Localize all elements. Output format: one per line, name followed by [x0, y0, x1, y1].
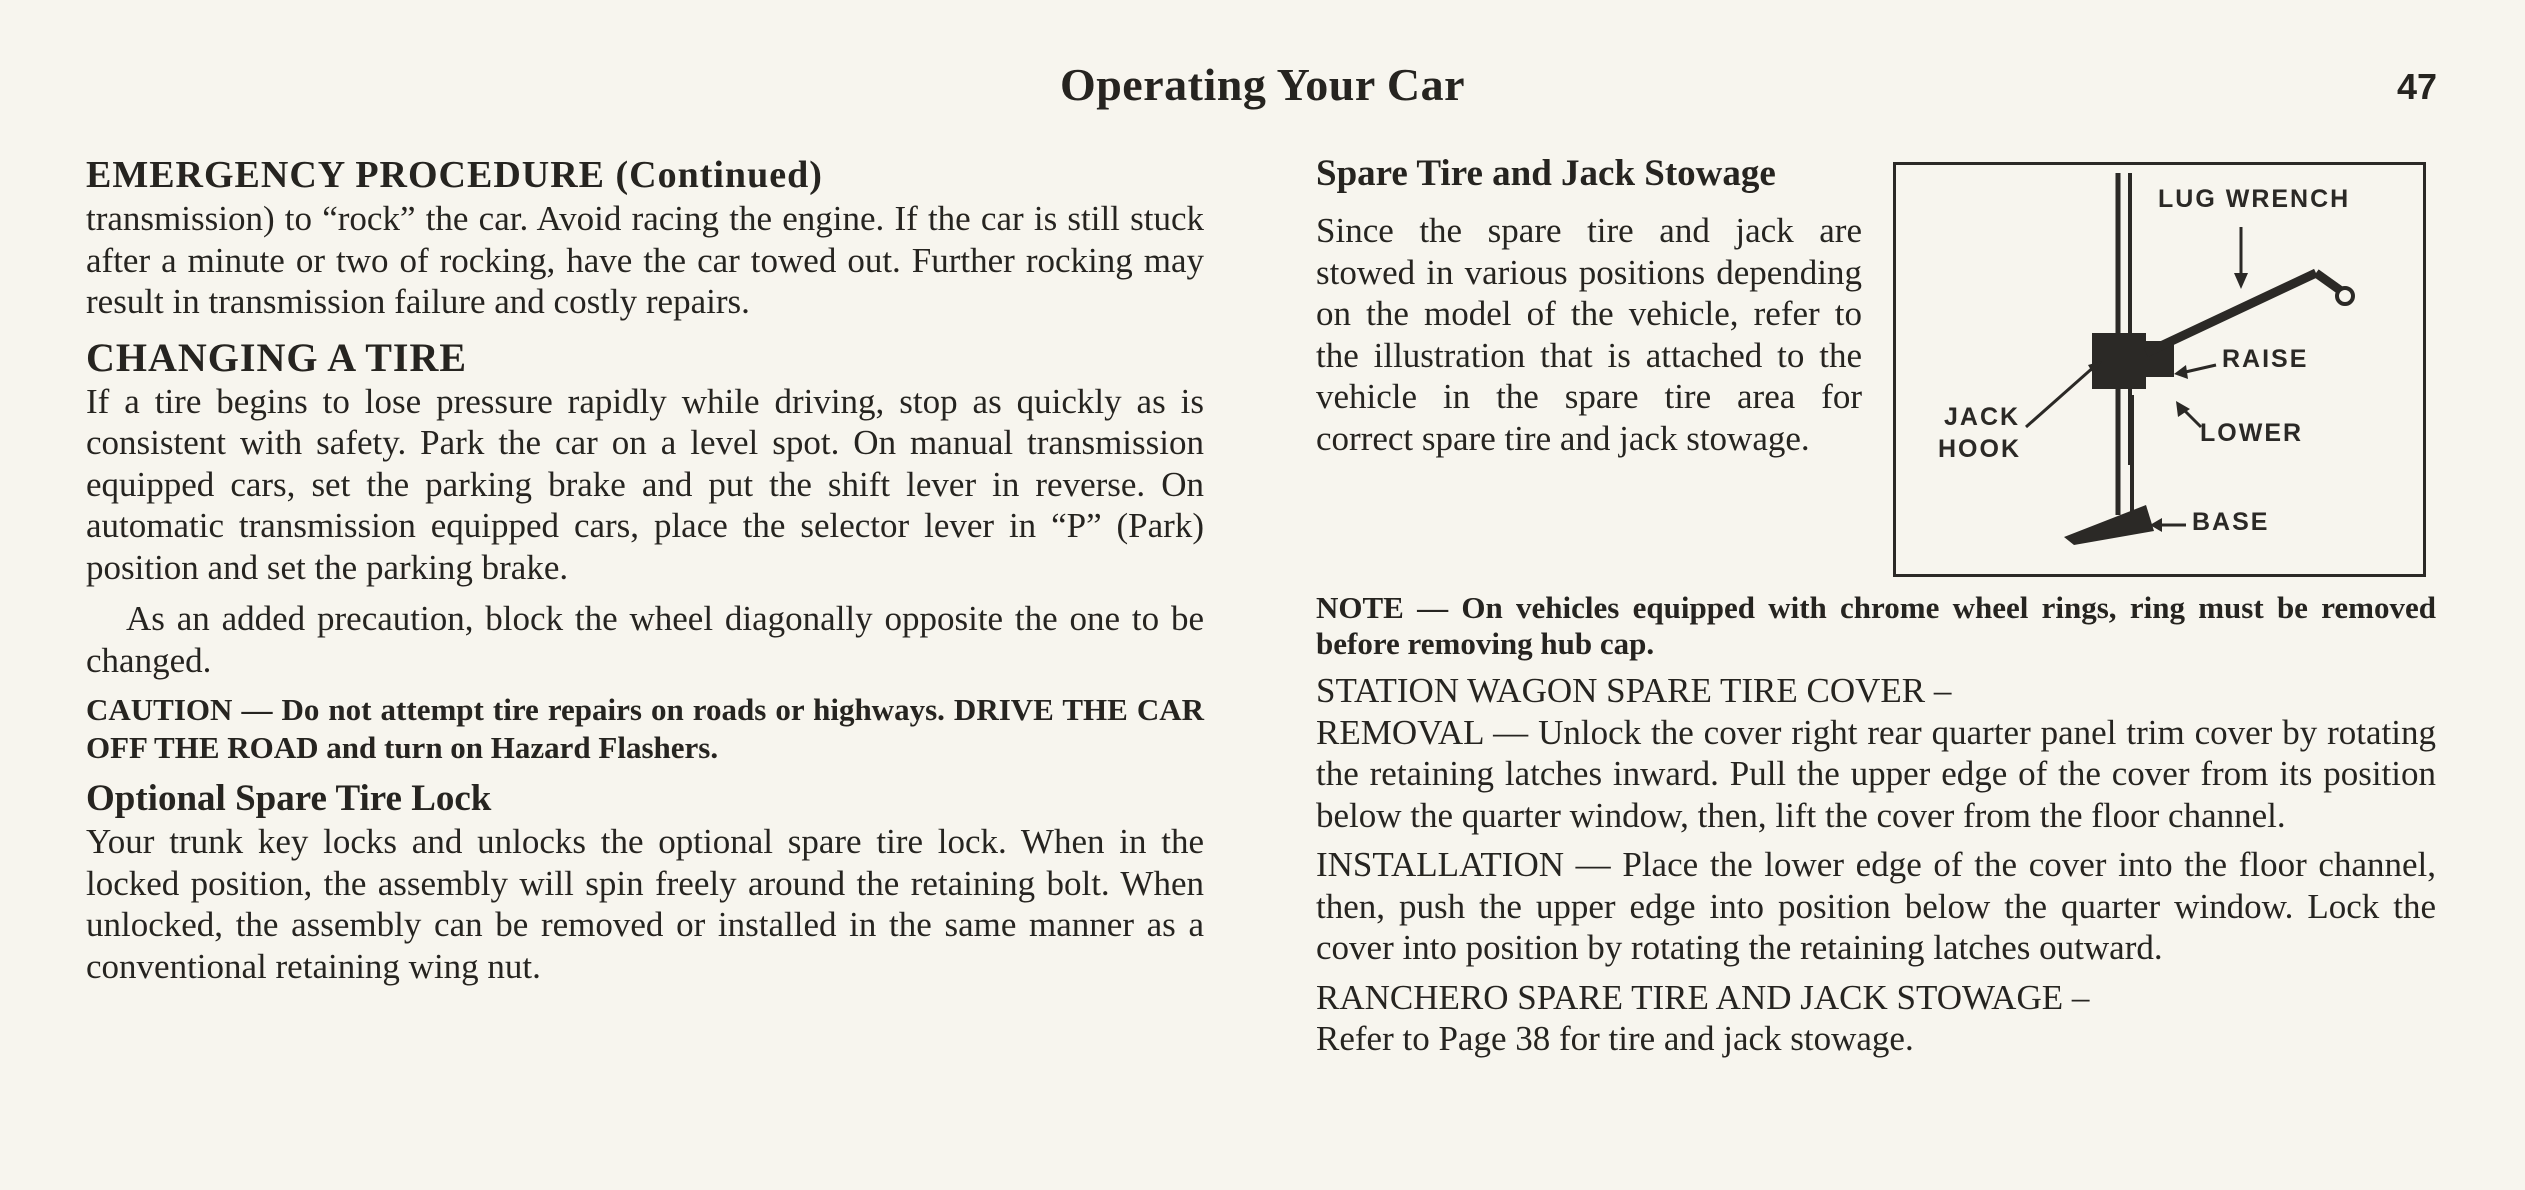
spare-lock-text: Your trunk key locks and unlocks the optional spare tire lock. When in the locked position, the assembly will spin freely around the retaining bolt. When unlocked, the assembly can be removed or installed in the same manner as a conventional retaining wing nut. [86, 822, 1204, 986]
precaution-text: As an added precaution, block the wheel diagonally opposite the one to be changed. [86, 599, 1204, 680]
installation-text: INSTALLATION — Place the lower edge of the cover into the floor channel, then, push the upper edge into position below the quarter window. Lock the cover into position by rotating the retaining latches outward. [1316, 845, 2436, 967]
right-lower-section [1316, 590, 2436, 1060]
stowage-heading: Spare Tire and Jack Stowage [1316, 153, 1776, 194]
stowage-section [1316, 152, 1862, 459]
jack-hook-label-line1: JACK [1944, 403, 2021, 431]
jack-illustration [1896, 165, 2423, 574]
caution-text: CAUTION — Do not attempt tire repairs on roads or highways. DRIVE THE CAR OFF THE ROAD and turn on Hazard Flashers. [86, 692, 1204, 765]
note-text: NOTE — On vehicles equipped with chrome wheel rings, ring must be removed before removing hub cap. [1316, 590, 2436, 661]
wagon-heading: STATION WAGON SPARE TIRE COVER – [1316, 671, 1952, 710]
ranchero-heading: RANCHERO SPARE TIRE AND JACK STOWAGE – [1316, 977, 2090, 1017]
page-number: 47 [2396, 66, 2437, 107]
ranchero-text: Refer to Page 38 for tire and jack stowage. [1316, 1019, 1914, 1058]
lug-wrench-label: LUG WRENCH [2158, 185, 2351, 213]
base-label: BASE [2192, 508, 2270, 536]
raise-label: RAISE [2222, 345, 2309, 373]
removal-text: REMOVAL — Unlock the cover right rear quarter panel trim cover by rotating the retaining latches inward. Pull the upper edge of the cover from its position below the quarter window, then, lift the cover from the floor channel. [1316, 712, 2436, 835]
jack-diagram [1893, 162, 2426, 577]
changing-tire-heading: CHANGING A TIRE [86, 334, 468, 380]
page-title: Operating Your Car [1059, 59, 1466, 110]
spare-lock-heading: Optional Spare Tire Lock [86, 778, 492, 819]
left-column [86, 152, 1204, 987]
emergency-text: transmission) to “rock” the car. Avoid racing the engine. If the car is still stuck after a minute or two of rocking, have the car towed out. Further rocking may result in transmission failure and costly repairs. [86, 199, 1204, 321]
changing-tire-text: If a tire begins to lose pressure rapidly while driving, stop as quickly as is consistent with safety. Park the car on a level spot. On manual transmission equipped cars, set the parking brake and put the shift lever in reverse. On automatic transmission equipped cars, place the selector lever in “P” (Park) position and set the parking brake. [86, 381, 1204, 587]
lower-label: LOWER [2200, 419, 2304, 447]
emergency-heading: EMERGENCY PROCEDURE (Continued) [86, 154, 823, 196]
stowage-text: Since the spare tire and jack are stowed in various positions depending on the model of the vehicle, refer to the illustration that is attached to the vehicle in the spare tire area for correct spare tire and jack stowage. [1316, 211, 1862, 458]
jack-hook-label-line2: HOOK [1938, 435, 2021, 463]
